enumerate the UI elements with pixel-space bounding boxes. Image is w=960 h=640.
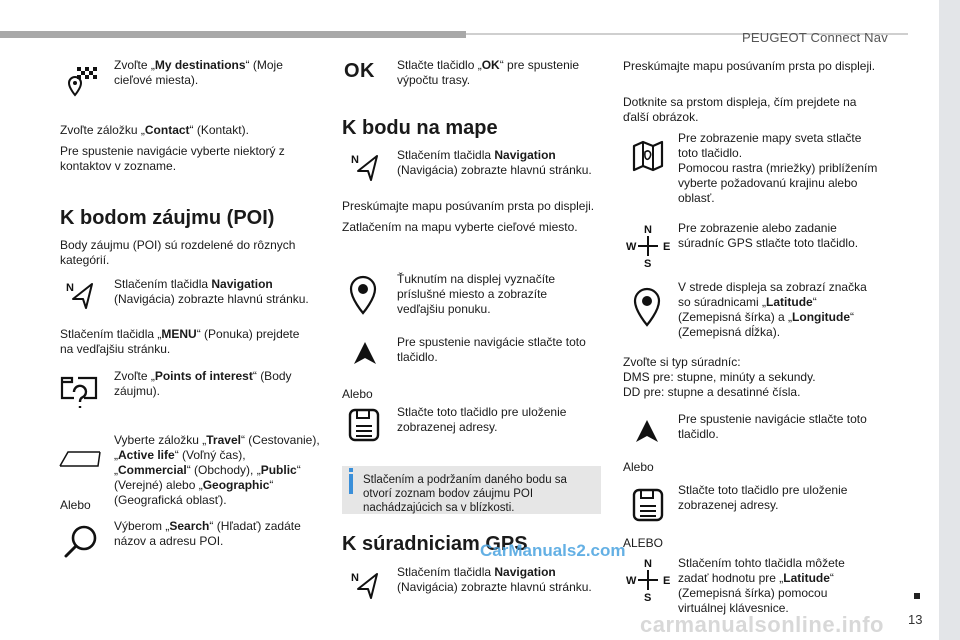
gps-heading: K súradniciam GPS [342, 533, 528, 555]
start-navigation-text: Pre spustenie navigácie stlačte toto tlačidlo. [397, 335, 586, 364]
compass-w: W [626, 241, 637, 253]
compass-icon [625, 556, 671, 607]
alebo-text: Alebo [60, 498, 91, 512]
compass-w: W [626, 575, 637, 587]
ok-button-icon [344, 60, 375, 83]
svg-text:N: N [351, 154, 359, 166]
explore-map-text: Preskúmajte mapu posúvaním prsta po displeji. [342, 199, 595, 213]
navigation-text: Stlačením tlačidla Navigation (Navigácia) zobrazte hlavnú stránku. [114, 277, 309, 306]
info-dot [349, 468, 353, 472]
ok-label: OK [344, 60, 375, 82]
world-map-text: Pre zobrazenie mapy sveta stlačte toto tlačidlo. Pomocou rastra (mriežky) priblížením vyberte požadovanú krajinu alebo oblasť. [678, 131, 878, 205]
map-point-heading: K bodu na mape [342, 117, 498, 139]
coordinate-type-text: Zvoľte si typ súradníc: DMS pre: stupne, minúty a sekundy. DD pre: stupne a desatinné čísla. [623, 355, 816, 399]
contact-select-text: Pre spustenie navigácie vyberte niektorý z kontaktov v zozname. [60, 144, 285, 173]
contact-tab-text: Zvoľte záložku „Contact“ (Kontakt). [60, 123, 249, 137]
search-icon [62, 522, 102, 567]
info-note [342, 466, 601, 514]
save-icon [632, 488, 664, 527]
top-rule [0, 31, 466, 38]
navigation-text-3: Stlačením tlačidla Navigation (Navigácia) zobrazte hlavnú stránku. [397, 565, 592, 594]
marker-coords-text: V strede displeja sa zobrazí značka so súradnicami „Latitude“ (Zemepisná šírka) a „Longitude“ (Zemepisná dĺžka). [678, 280, 867, 339]
svg-text:N: N [351, 572, 359, 584]
alebo-caps-text: ALEBO [623, 536, 664, 550]
gps-coordinates-text: Pre zobrazenie alebo zadanie súradníc GPS stlačte toto tlačidlo. [678, 221, 859, 250]
save-address-text: Stlačte toto tlačidlo pre uloženie zobrazenej adresy. [397, 405, 567, 434]
poi-heading: K bodom záujmu (POI) [60, 207, 275, 229]
map-pin-icon [630, 286, 664, 335]
my-destinations-text: Zvoľte „My destinations“ (Moje cieľové miesta). [114, 58, 283, 87]
start-navigation-text-2: Pre spustenie navigácie stlačte toto tlačidlo. [678, 412, 867, 441]
watermark-logo: CarManuals2.com [480, 541, 626, 560]
menu-text: Stlačením tlačidla „MENU“ (Ponuka) prejdete na vedľajšiu stránku. [60, 327, 300, 356]
poi-icon [58, 372, 102, 417]
compass-e: E [663, 241, 671, 253]
info-note-text: Stlačením a podržaním daného bodu sa otvorí zoznam bodov záujmu POI nachádzajúcich sa v blízkosti. [363, 474, 567, 514]
side-margin-bar [939, 0, 960, 640]
tap-display-text: Ťuknutím na displej vyznačíte príslušné miesto a zobrazíte vedľajšiu ponuku. [397, 272, 556, 316]
start-navigation-icon [634, 418, 660, 449]
header-title: PEUGEOT Connect Nav [742, 30, 888, 45]
start-navigation-icon [352, 340, 378, 371]
compass-e: E [663, 575, 671, 587]
info-icon [349, 474, 353, 494]
category-tab-icon [58, 446, 102, 475]
touch-display-text: Dotknite sa prstom displeja, čím prejdete na ďalší obrázok. [623, 95, 857, 124]
navigation-arrow-icon [350, 152, 380, 187]
latitude-input-text: Stlačením tohto tlačidla môžete zadať hodnotu pre „Latitude“ (Zemepisná šírka) pomocou virtuálnej klávesnice. [678, 556, 845, 615]
points-of-interest-text: Zvoľte „Points of interest“ (Body záujmu). [114, 369, 292, 398]
alebo-text-3: Alebo [623, 460, 654, 474]
navigation-arrow-icon [350, 570, 380, 605]
compass-s: S [644, 592, 652, 602]
world-map-icon [631, 138, 665, 179]
ok-text: Stlačte tlačidlo „OK“ pre spustenie výpočtu trasy. [397, 58, 580, 87]
compass-n: N [644, 558, 652, 570]
category-tabs-text: Vyberte záložku „Travel“ (Cestovanie), „Active life“ (Voľný čas), „Commercial“ (Obchody), „Public“ (Verejné) alebo „Geographic“ (Geografická oblasť). [114, 433, 320, 507]
svg-text:N: N [66, 282, 74, 294]
footer-watermark: carmanualsonline.info [640, 612, 884, 637]
navigation-arrow-icon [65, 280, 95, 315]
map-pin-icon [346, 274, 380, 323]
alebo-text-2: Alebo [342, 387, 373, 401]
end-marker [914, 593, 920, 599]
compass-s: S [644, 258, 652, 268]
compass-icon [625, 222, 671, 273]
navigation-text-2: Stlačením tlačidla Navigation (Navigácia) zobrazte hlavnú stránku. [397, 148, 592, 177]
page-number: 13 [908, 612, 923, 627]
poi-intro-text: Body záujmu (POI) sú rozdelené do rôznych kategórií. [60, 238, 296, 267]
destination-flag-icon [60, 63, 98, 106]
search-text: Výberom „Search“ (Hľadať) zadáte názov a adresu POI. [114, 519, 301, 548]
explore-map-text-2: Preskúmajte mapu posúvaním prsta po displeji. [623, 59, 876, 73]
save-icon [348, 408, 380, 447]
save-address-text-2: Stlačte toto tlačidlo pre uloženie zobrazenej adresy. [678, 483, 848, 512]
press-map-text: Zatlačením na mapu vyberte cieľové miesto. [342, 220, 578, 234]
compass-n: N [644, 224, 652, 236]
